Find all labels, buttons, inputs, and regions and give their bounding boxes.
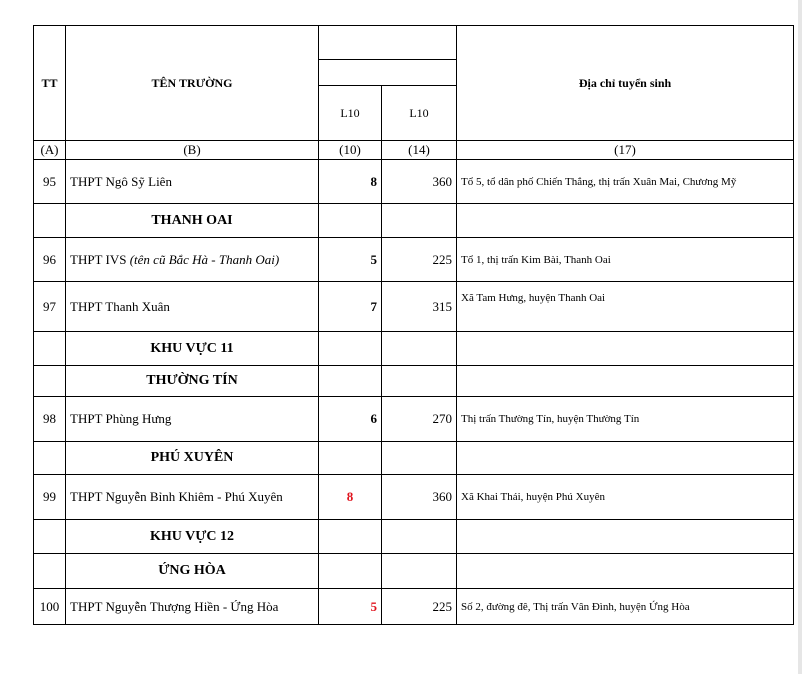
school-address: Tổ 1, thị trấn Kim Bài, Thanh Oai xyxy=(457,238,794,282)
code-17: (17) xyxy=(457,141,794,160)
table-row xyxy=(34,589,794,625)
section-title: KHU VỰC 12 xyxy=(66,520,319,554)
school-name: THPT Nguyễn Thượng Hiền - Ứng Hòa xyxy=(66,589,319,625)
student-quota: 360 xyxy=(382,475,457,520)
student-quota: 270 xyxy=(382,397,457,442)
section-title: PHÚ XUYÊN xyxy=(66,442,319,475)
school-name-main: THPT IVS xyxy=(70,251,127,267)
school-name xyxy=(66,238,319,282)
row-tt: 97 xyxy=(34,282,66,332)
code-10: (10) xyxy=(319,141,382,160)
class-count: 5 xyxy=(319,589,382,625)
class-count: 7 xyxy=(319,282,382,332)
scrollbar[interactable] xyxy=(798,0,802,674)
code-a: (A) xyxy=(34,141,66,160)
table-row xyxy=(34,238,794,282)
section-title: KHU VỰC 11 xyxy=(66,332,319,366)
school-name: THPT Phùng Hưng xyxy=(66,397,319,442)
header-address: Địa chỉ tuyển sinh xyxy=(457,26,794,141)
school-address: Số 2, đường đê, Thị trấn Vân Đình, huyện Ứng Hòa xyxy=(457,589,794,625)
class-count: 6 xyxy=(319,397,382,442)
school-name: THPT Thanh Xuân xyxy=(66,282,319,332)
school-name: THPT Nguyễn Bỉnh Khiêm - Phú Xuyên xyxy=(66,475,319,520)
section-row xyxy=(34,204,794,238)
student-quota: 315 xyxy=(382,282,457,332)
section-row xyxy=(34,366,794,397)
class-count: 5 xyxy=(319,238,382,282)
header-l10-classes: L10 xyxy=(319,86,382,141)
class-count: 8 xyxy=(319,160,382,204)
student-quota: 225 xyxy=(382,589,457,625)
section-row xyxy=(34,520,794,554)
code-14: (14) xyxy=(382,141,457,160)
section-title: ỨNG HÒA xyxy=(66,554,319,589)
school-address: Xã Khai Thái, huyện Phú Xuyên xyxy=(457,475,794,520)
row-tt: 98 xyxy=(34,397,66,442)
row-tt: 96 xyxy=(34,238,66,282)
code-b: (B) xyxy=(66,141,319,160)
school-address: Xã Tam Hưng, huyện Thanh Oai xyxy=(457,282,794,332)
header-school-name: TÊN TRƯỜNG xyxy=(66,26,319,141)
section-title: THANH OAI xyxy=(66,204,319,238)
class-count: 8 xyxy=(319,475,382,520)
student-quota: 225 xyxy=(382,238,457,282)
header-l10-students: L10 xyxy=(382,86,457,141)
school-address: Tổ 5, tổ dân phố Chiến Thắng, thị trấn Xuân Mai, Chương Mỹ xyxy=(457,160,794,204)
school-name-note: (tên cũ Bắc Hà - Thanh Oai) xyxy=(129,251,280,267)
row-tt: 95 xyxy=(34,160,66,204)
section-row xyxy=(34,554,794,589)
section-title: THƯỜNG TÍN xyxy=(66,366,319,397)
row-tt: 100 xyxy=(34,589,66,625)
header-blank-top xyxy=(319,26,457,60)
header-tt: TT xyxy=(34,26,66,141)
admission-table xyxy=(33,25,794,625)
row-tt: 99 xyxy=(34,475,66,520)
table-row xyxy=(34,282,794,332)
student-quota: 360 xyxy=(382,160,457,204)
school-address: Thị trấn Thường Tín, huyện Thường Tín xyxy=(457,397,794,442)
section-row xyxy=(34,442,794,475)
school-name: THPT Ngô Sỹ Liên xyxy=(66,160,319,204)
table-row xyxy=(34,160,794,204)
header-blank-middle xyxy=(319,60,457,86)
section-row xyxy=(34,332,794,366)
table-row xyxy=(34,397,794,442)
table-row xyxy=(34,475,794,520)
